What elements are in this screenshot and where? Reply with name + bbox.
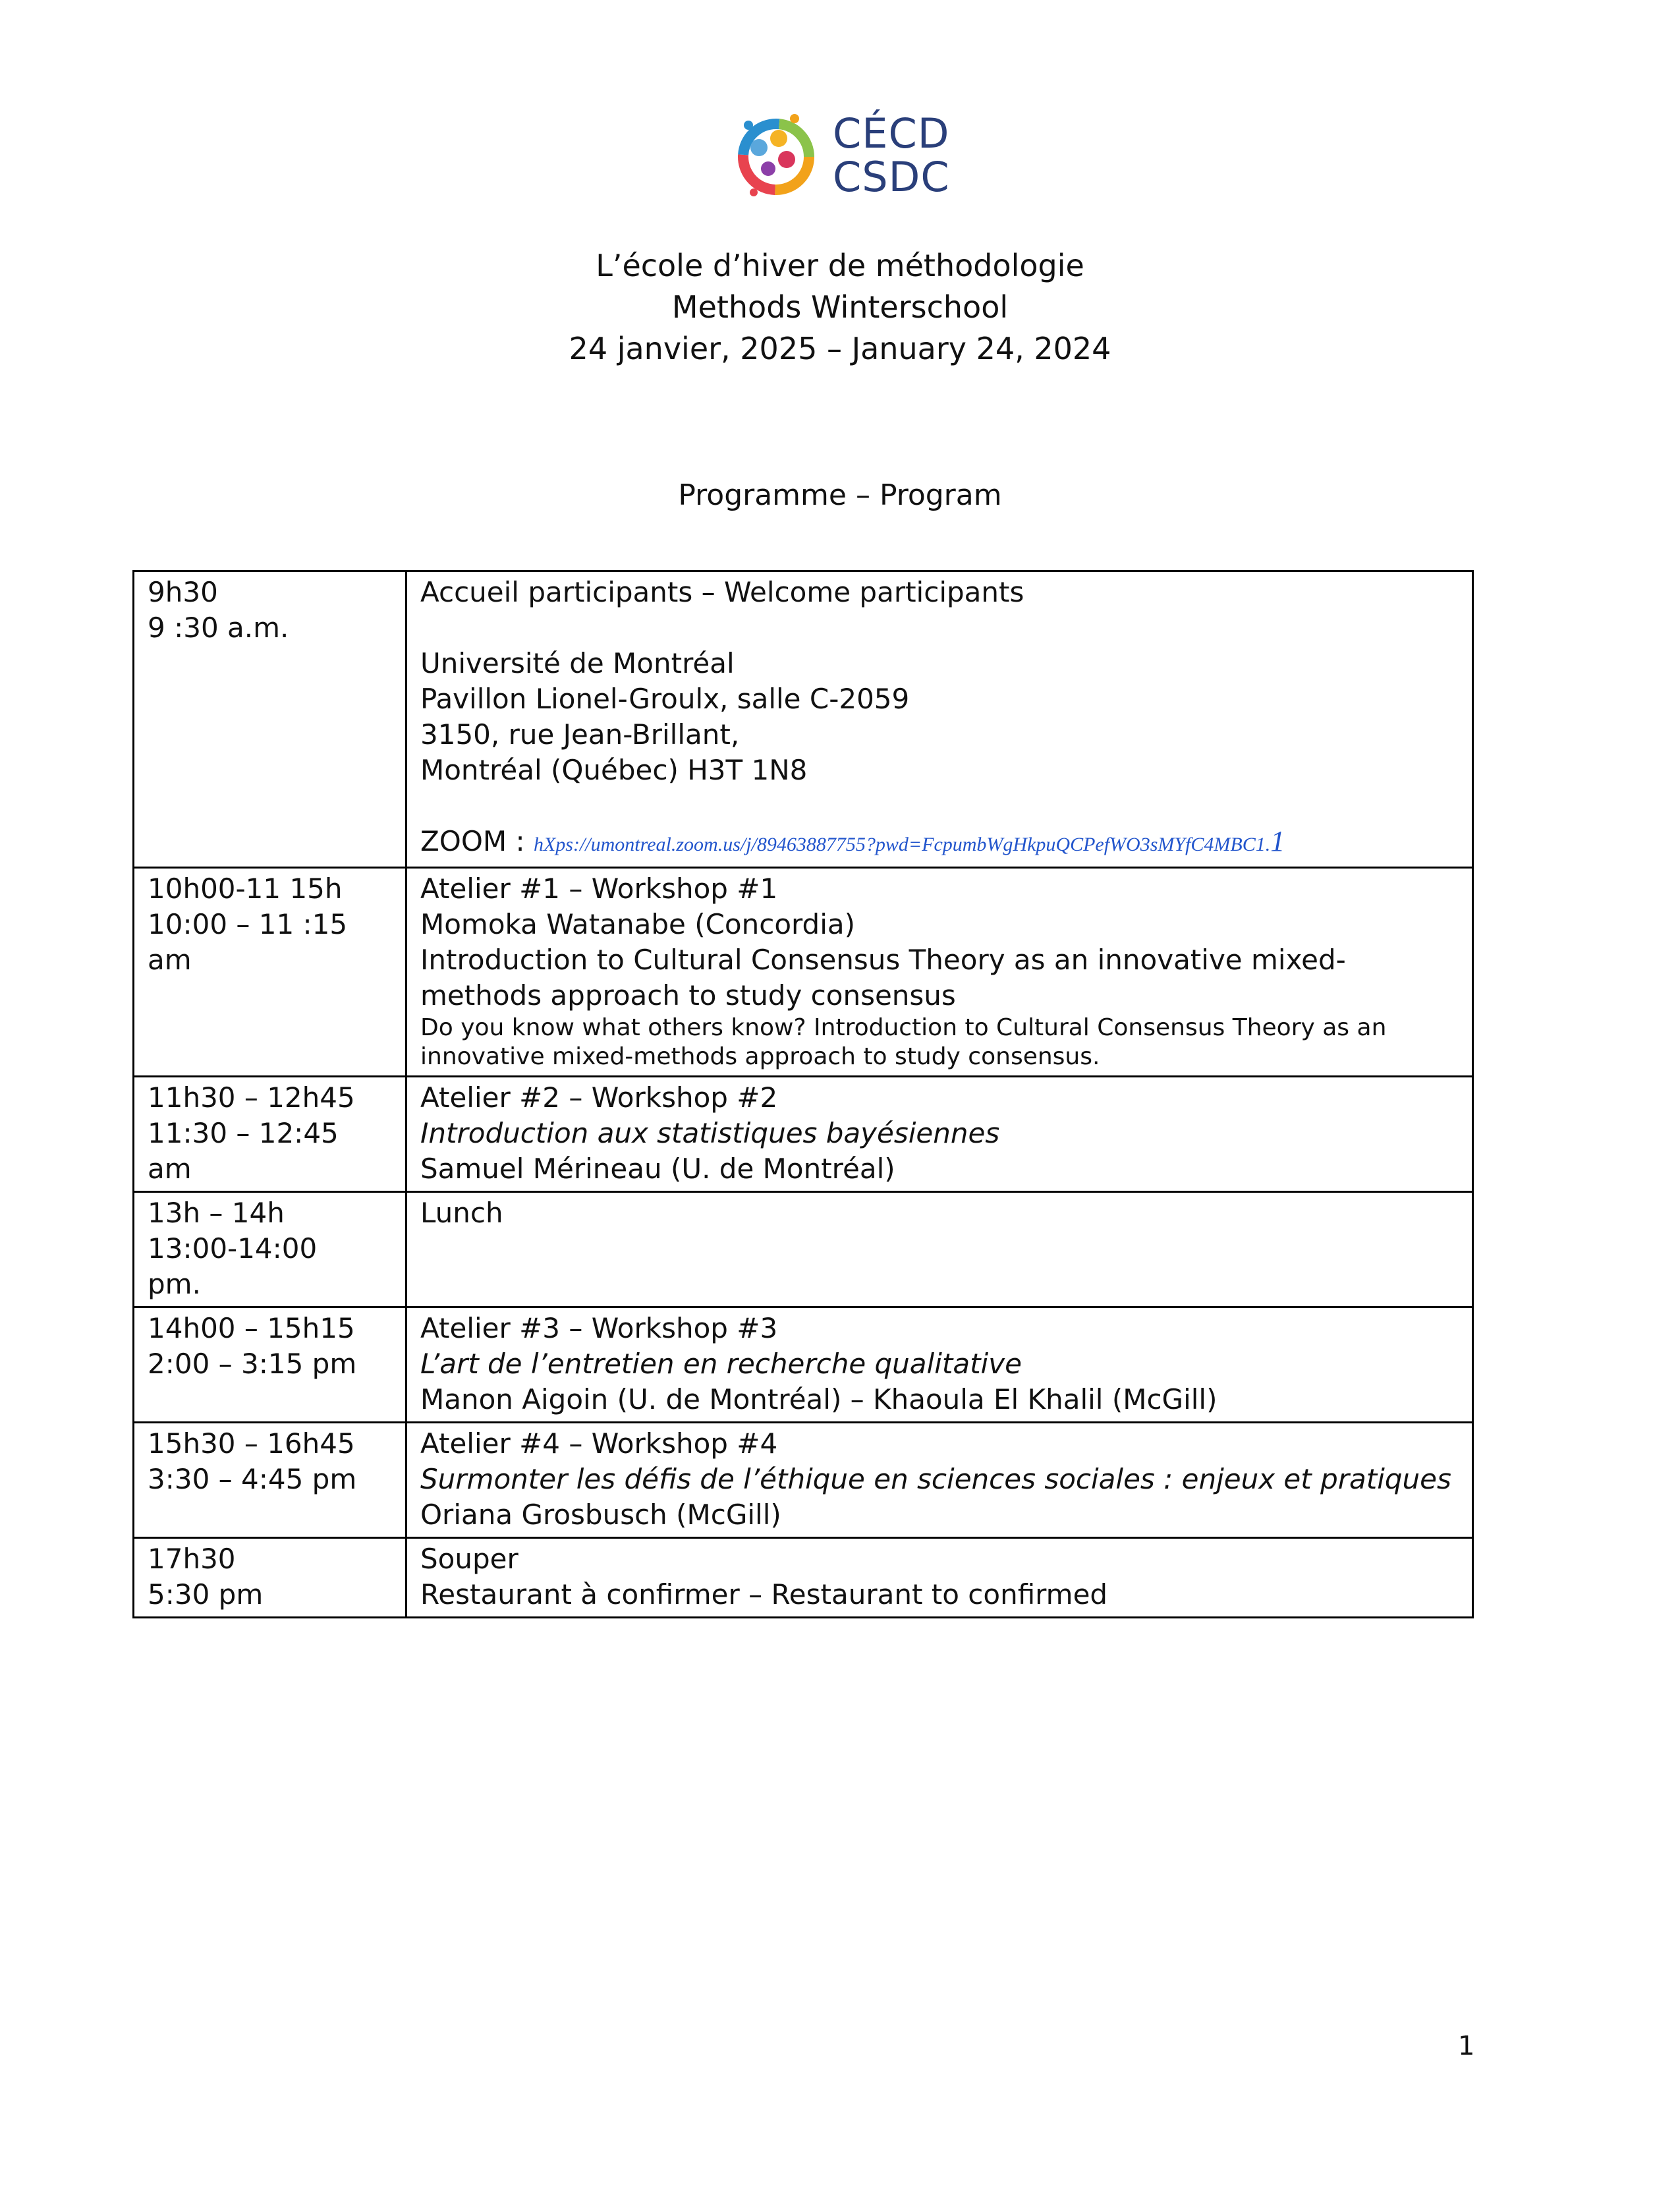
speaker: Oriana Grosbusch (McGill)	[420, 1498, 781, 1531]
time-12h: 9 :30 a.m.	[148, 612, 289, 644]
schedule-row-dinner	[134, 1538, 1473, 1618]
schedule-row-welcome	[134, 571, 1473, 868]
time-12h: 2:00 – 3:15 pm	[148, 1348, 357, 1380]
cecd-csdc-emblem-icon	[730, 109, 829, 202]
workshop-topic: L’art de l’entretien en recherche qualitative	[420, 1348, 1022, 1380]
document-title	[0, 245, 1680, 370]
time-suffix: pm.	[148, 1268, 201, 1300]
zoom-line	[420, 824, 1459, 863]
activity-cell	[406, 1077, 1473, 1192]
activity-title: Lunch	[420, 1197, 503, 1229]
time-suffix: am	[148, 1153, 192, 1185]
activity-title: Atelier #4 – Workshop #4	[420, 1427, 778, 1460]
time-24h: 14h00 – 15h15	[148, 1312, 355, 1344]
speaker: Samuel Mérineau (U. de Montréal)	[420, 1153, 895, 1185]
time-cell	[134, 868, 406, 1077]
activity-cell	[406, 571, 1473, 868]
activity-cell	[406, 1307, 1473, 1423]
activity-cell	[406, 868, 1473, 1077]
time-24h: 11h30 – 12h45	[148, 1081, 355, 1114]
title-french: L’école d’hiver de méthodologie	[596, 248, 1084, 283]
time-suffix: am	[148, 944, 192, 976]
activity-title: Atelier #1 – Workshop #1	[420, 872, 778, 905]
activity-title: Atelier #3 – Workshop #3	[420, 1312, 778, 1344]
time-12h: 5:30 pm	[148, 1578, 264, 1611]
speaker: Momoka Watanabe (Concordia)	[420, 908, 856, 940]
page-number: 1	[1458, 2031, 1475, 2061]
activity-title: Atelier #2 – Workshop #2	[420, 1081, 778, 1114]
schedule-row-workshop-2	[134, 1077, 1473, 1192]
venue-line: Montréal (Québec) H3T 1N8	[420, 754, 808, 786]
event-date: 24 janvier, 2025 – January 24, 2024	[569, 331, 1111, 366]
activity-note: Restaurant à confirmer – Restaurant to confirmed	[420, 1578, 1108, 1611]
logo-wordmark	[833, 109, 950, 201]
venue-line: 3150, rue Jean-Brillant,	[420, 718, 740, 751]
title-english: Methods Winterschool	[671, 289, 1009, 325]
zoom-link[interactable]: hXps://umontreal.zoom.us/j/89463887755?pwd=FcpumbWgHkpuQCPefWO3sMYfC4MBC1.	[533, 834, 1271, 855]
zoom-label: ZOOM :	[420, 825, 534, 857]
time-cell	[134, 1192, 406, 1307]
time-12h: 3:30 – 4:45 pm	[148, 1463, 357, 1495]
activity-title: Accueil participants – Welcome participants	[420, 576, 1024, 608]
time-cell	[134, 571, 406, 868]
time-24h: 9h30	[148, 576, 218, 608]
schedule-row-lunch	[134, 1192, 1473, 1307]
program-heading: Programme – Program	[678, 478, 1002, 512]
time-24h: 13h – 14h	[148, 1197, 285, 1229]
time-cell	[134, 1423, 406, 1538]
time-24h: 15h30 – 16h45	[148, 1427, 355, 1460]
time-cell	[134, 1307, 406, 1423]
zoom-link-end[interactable]: 1	[1270, 825, 1285, 857]
time-24h: 10h00-11 15h	[148, 872, 343, 905]
activity-title: Souper	[420, 1543, 518, 1575]
venue-line: Pavillon Lionel-Groulx, salle C-2059	[420, 683, 910, 715]
time-12h: 10:00 – 11 :15	[148, 908, 348, 940]
logo-line-1: CÉCD	[833, 109, 950, 157]
time-12h: 11:30 – 12:45	[148, 1117, 339, 1149]
workshop-topic: Introduction to Cultural Consensus Theory as an innovative mixed-methods approach to study consensus	[420, 944, 1346, 1012]
activity-cell	[406, 1538, 1473, 1618]
activity-cell	[406, 1192, 1473, 1307]
schedule-table	[132, 570, 1474, 1618]
schedule-row-workshop-3	[134, 1307, 1473, 1423]
speaker: Manon Aigoin (U. de Montréal) – Khaoula El Khalil (McGill)	[420, 1383, 1218, 1415]
schedule-row-workshop-4	[134, 1423, 1473, 1538]
workshop-topic: Surmonter les défis de l’éthique en sciences sociales : enjeux et pratiques	[420, 1463, 1451, 1495]
time-24h: 17h30	[148, 1543, 236, 1575]
cecd-csdc-logo	[730, 109, 954, 202]
schedule-row-workshop-1	[134, 868, 1473, 1077]
activity-cell	[406, 1423, 1473, 1538]
logo-line-2: CSDC	[833, 153, 950, 201]
time-cell	[134, 1538, 406, 1618]
workshop-topic: Introduction aux statistiques bayésiennes	[420, 1117, 1000, 1149]
time-12h: 13:00-14:00	[148, 1232, 318, 1265]
venue-line: Université de Montréal	[420, 647, 735, 679]
time-cell	[134, 1077, 406, 1192]
workshop-description: Do you know what others know? Introduction to Cultural Consensus Theory as an innovative mixed-methods approach to study consensus.	[420, 1014, 1387, 1070]
